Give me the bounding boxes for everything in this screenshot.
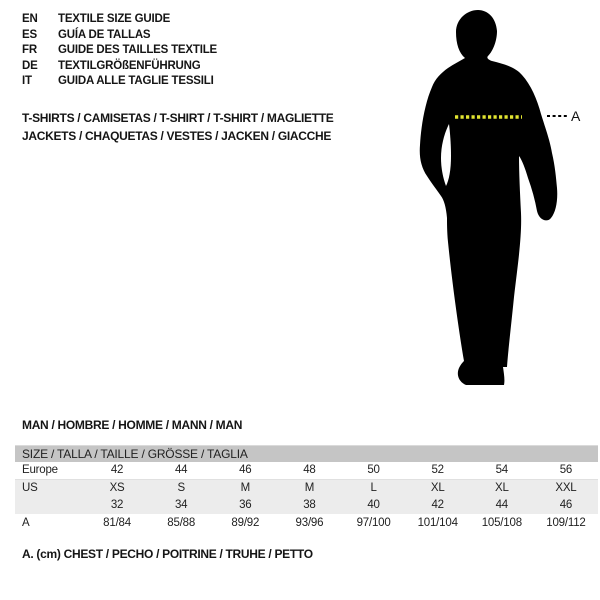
language-title: GUÍA DE TALLAS — [58, 28, 151, 41]
table-cell: M — [304, 482, 315, 495]
table-row-us — [15, 480, 598, 497]
table-cell: 54 — [495, 464, 509, 477]
size-table-header: SIZE / TALLA / TAILLE / GRÖSSE / TAGLIA — [15, 446, 598, 462]
table-cell: 46 — [559, 499, 573, 511]
table-cell: XS — [109, 482, 125, 495]
language-code: ES — [22, 28, 37, 41]
table-cell: 32 — [110, 499, 124, 511]
table-cell: 44 — [174, 464, 188, 477]
table-cell: 36 — [239, 499, 252, 511]
language-code: EN — [22, 13, 38, 25]
size-table — [15, 445, 598, 532]
table-cell: 40 — [367, 499, 380, 511]
man-silhouette — [420, 10, 557, 385]
table-cell: 97/100 — [356, 516, 391, 529]
language-guide-list — [22, 12, 217, 90]
table-row-europe — [15, 462, 598, 480]
table-cell: 34 — [174, 499, 188, 511]
table-cell: 109/112 — [546, 516, 586, 529]
table-cell: L — [370, 482, 377, 495]
table-cell: XL — [430, 482, 445, 495]
list-item — [22, 74, 217, 90]
table-cell: 42 — [110, 464, 124, 477]
list-item — [22, 59, 217, 75]
table-cell: 85/88 — [167, 516, 196, 529]
measure-label-a: A — [571, 108, 581, 124]
row-label-blank — [15, 497, 85, 514]
row-label-a: A — [22, 516, 30, 529]
language-code: IT — [22, 75, 32, 88]
table-header-row — [15, 446, 598, 462]
language-title: GUIDE DES TAILLES TEXTILE — [58, 44, 217, 57]
list-item — [22, 28, 217, 44]
language-title: GUIDA ALLE TAGLIE TESSILI — [58, 75, 214, 88]
table-cell: 56 — [559, 464, 573, 477]
table-cell: 81/84 — [103, 516, 131, 529]
table-cell: 89/92 — [231, 516, 260, 529]
table-cell: 101/104 — [417, 516, 458, 529]
table-cell: 48 — [303, 464, 316, 477]
table-cell: 93/96 — [295, 516, 324, 529]
table-cell: 52 — [431, 464, 444, 477]
product-types — [22, 109, 334, 145]
table-cell: 50 — [367, 464, 380, 477]
table-cell: 105/108 — [481, 516, 522, 529]
list-item — [22, 43, 217, 59]
table-cell: S — [177, 482, 185, 495]
table-cell: 44 — [495, 499, 509, 511]
measurement-footnote: A. (cm) CHEST / PECHO / POITRINE / TRUHE / PETTO — [22, 547, 313, 561]
language-code: FR — [22, 44, 37, 57]
table-row-us-numeric — [15, 497, 598, 514]
row-label-us: US — [22, 482, 38, 495]
row-label-europe: Europe — [22, 464, 58, 477]
list-item — [22, 12, 217, 28]
male-silhouette-figure — [400, 0, 600, 400]
table-cell: XXL — [555, 482, 577, 495]
language-code: DE — [22, 59, 38, 72]
section-title-man: MAN / HOMBRE / HOMME / MANN / MAN — [22, 418, 243, 432]
table-cell: 42 — [431, 499, 444, 511]
product-types-line-jackets: JACKETS / CHAQUETAS / VESTES / JACKEN / GIACCHE — [22, 129, 332, 143]
table-cell: XL — [494, 482, 509, 495]
table-cell: M — [240, 482, 250, 495]
table-cell: 46 — [239, 464, 252, 477]
product-types-line-tshirts: T-SHIRTS / CAMISETAS / T-SHIRT / T-SHIRT / MAGLIETTE — [22, 111, 334, 125]
table-row-chest-a — [15, 514, 598, 532]
language-title: TEXTILGRÖßENFÜHRUNG — [58, 59, 201, 72]
language-title: TEXTILE SIZE GUIDE — [58, 13, 171, 25]
table-cell: 38 — [303, 499, 316, 511]
